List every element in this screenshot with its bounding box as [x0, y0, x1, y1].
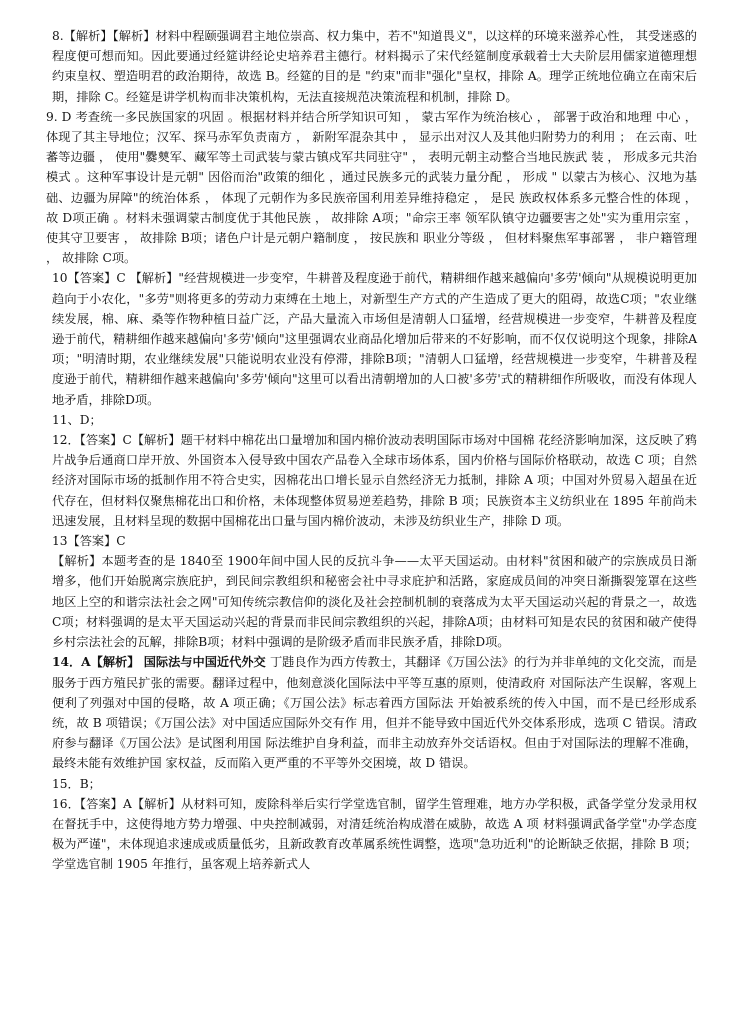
answer-q14	[52, 652, 697, 773]
answer-text: 15．B；	[52, 776, 101, 791]
answer-q9	[46, 107, 697, 269]
answer-q13-analysis	[52, 551, 697, 652]
answer-text: 11、D；	[52, 412, 102, 427]
answer-text: 10【答案】C 【解析】"经营规模进一步变窄，牛耕普及程度逊于前代，精耕细作越来越偏向'多劳'倾向"从规模说明更加趋向于小农化，"多劳"则将更多的劳动力束缚在土地上，对新型生产方式的产生造成了更大的阻碍，故选C项；"农业继续发展，棉、麻、桑等作物种植日益广泛，产品大量流入市场但是清朝人口猛增，经营规模进一步变窄，牛耕普及程度逊于前代，精耕细作越来越偏向'多劳'倾向"这里强调农业商品化增加后带来的不好影响，而不仅仅说明这个现象，排除A项；"明清时期，农业继续发展"只能说明农业没有停滞，排除B项；"清朝人口猛增，经营规模进一步变窄，牛耕普及程度逊于前代，精耕细作越来越偏向'多劳'倾向"这里可以看出清朝增加的人口被'多劳'式的精耕细作所吸收，而没有体现人地矛盾，排除D项。	[52, 271, 697, 407]
answer-label: 14．A【解析】	[52, 655, 140, 670]
answer-q15	[52, 774, 697, 794]
answer-text: 13【答案】C	[52, 534, 126, 549]
answer-text: 16．【答案】A【解析】从材料可知，废除科举后实行学堂选官制，留学生管理难，地方办学积极，武备学堂分发录用权在督抚手中，这使得地方势力增强、中央控制减弱，对清廷统治构成潜在威胁，故选 A 项 材料强调武备学堂"办学态度极为严谨"，未体现追求速成或质量低劣，且新政教育改革属系统性调整，选项"急功近利"的论断缺乏依据，排除 B 项；学堂选官制 1905 年推行，虽客观上培养新式人	[52, 796, 697, 872]
answer-q13-header	[52, 531, 697, 551]
answer-q10	[52, 268, 697, 409]
answer-text: 8.【解析】【解析】材料中程颐强调君主地位崇高、权力集中，若不"知道畏义"，以这样的环境来滋养心性， 其受迷惑的程度便可想而知。因此要通过经筵讲经论史培养君主德行。材料揭示了宋代经筵制度承载着士大夫阶层用儒家道德理想约束皇权、塑造明君的政治期待，故选 B。经筵的目的是 "约束"而非"强化"皇权，排除 A。理学正统地位确立在南宋后期，排除 C。经筵是讲学机构而非决策机构，无法直接规范决策流程和机制，排除 D。	[52, 29, 697, 104]
answer-q16	[52, 794, 697, 875]
answer-text: 12．【答案】C【解析】题干材料中棉花出口量增加和国内棉价波动表明国际市场对中国棉 花经济影响加深，这反映了鸦片战争后通商口岸开放、外国资本入侵导致中国农产品卷入全球市场体系，国内价格与国际价格联动，故选 C 项；自然经济对国际市场的抵制作用不符合史实，因棉花出口增长显示自然经济无力抵制，排除 A 项；中国对外贸易入超虽在近代存在，但材料仅聚焦棉花出口和价格，未体现整体贸易逆差趋势，排除 B 项；民族资本主义纺织业在 1895 年前尚未迅速发展，且材料呈现的数据中国棉花出口量与国内棉价波动，未涉及纺织业生产，排除 D 项。	[52, 433, 697, 528]
answer-q11	[52, 410, 697, 430]
answer-text: 9. D 考查统一多民族国家的巩固 。根据材料并结合所学知识可知 ， 蒙古军作为统治核心 ， 部署于政治和地理 中心 ， 体现了其主导地位；汉军、探马赤军负责南方 ， 新附军混杂其中 ， 显示出对汉人及其他归附势力的利用 ； 在云南、吐蕃等边疆 ， 使用"爨僰军、藏军等土司武装与蒙古镇戍军共同驻守" ， 表明元朝主动整合当地民族武 装 ， 形成多元共治模式 。这种军事设计是元朝" 因俗而治"政策的细化 ，通过民族多元的武装力量分配 ， 形成 " 以蒙古为核心、汉地为基础、边疆为屏障"的统治体系 ， 体现了元朝作为多民族帝国利用差异维持稳定 ， 是民 族政权体系多元整合性的体现 ， 故 D项正确 。材料未强调蒙古制度优于其他民族 ， 故排除 A项；"命宗王率 领军队镇守边疆要害之处"实为重用宗室 ， 使其守卫要害 ， 故排除 B项；诸色户计是元朝户籍制度 ， 按民族和 职业分等级 ， 但材料聚焦军事部署 ， 非户籍管理 ， 故排除 C项。	[46, 109, 697, 266]
answer-q8	[52, 26, 697, 107]
answer-text: 【解析】本题考查的是 1840至 1900年间中国人民的反抗斗争——太平天国运动。由材料"贫困和破产的宗族成员日渐增多，他们开始脱离宗族庇护，到民间宗教组织和秘密会社中寻求庇护和活路，家庭成员间的冲突日渐撕裂笼罩在这些地区上空的和谐宗法社会之网"可知传统宗教信仰的淡化及社会控制机制的衰落成为太平天国运动兴起的背景之一，故选C项；材料强调的是太平天国运动兴起的背景而非民间宗教组织的兴起，排除A项；由材料可知是农民的贫困和破产使得乡村宗法社会的瓦解，排除B项；材料中强调的是阶级矛盾而非民族矛盾，排除D项。	[52, 554, 697, 650]
answer-text: 丁韪良作为西方传教士，其翻译《万国公法》的行为并非单纯的文化交流，而是服务于西方殖民扩张的需要。翻译过程中，他刻意淡化国际法中平等互惠的原则，使清政府 对国际法产生误解，客观上便利了列强对中国的侵略，故 A 项正确；《万国公法》标志着西方国际法 开始被系统的传入中国，而不是已经形成系统，故 B 项错误；《万国公法》对中国适应国际外交有作 用，但并不能导致中国近代外交体系形成，选项 C 错误。清政府参与翻译《万国公法》是试图利用国 际法维护自身利益，而非主动放弃外交话语权。但由于对国际法的理解不准确，最终未能有效维护国 家权益，反而陷入更严重的不平等外交困境，故 D 错误。	[52, 655, 697, 771]
answer-q12	[52, 430, 697, 531]
answer-topic: 国际法与中国近代外交	[139, 655, 270, 670]
